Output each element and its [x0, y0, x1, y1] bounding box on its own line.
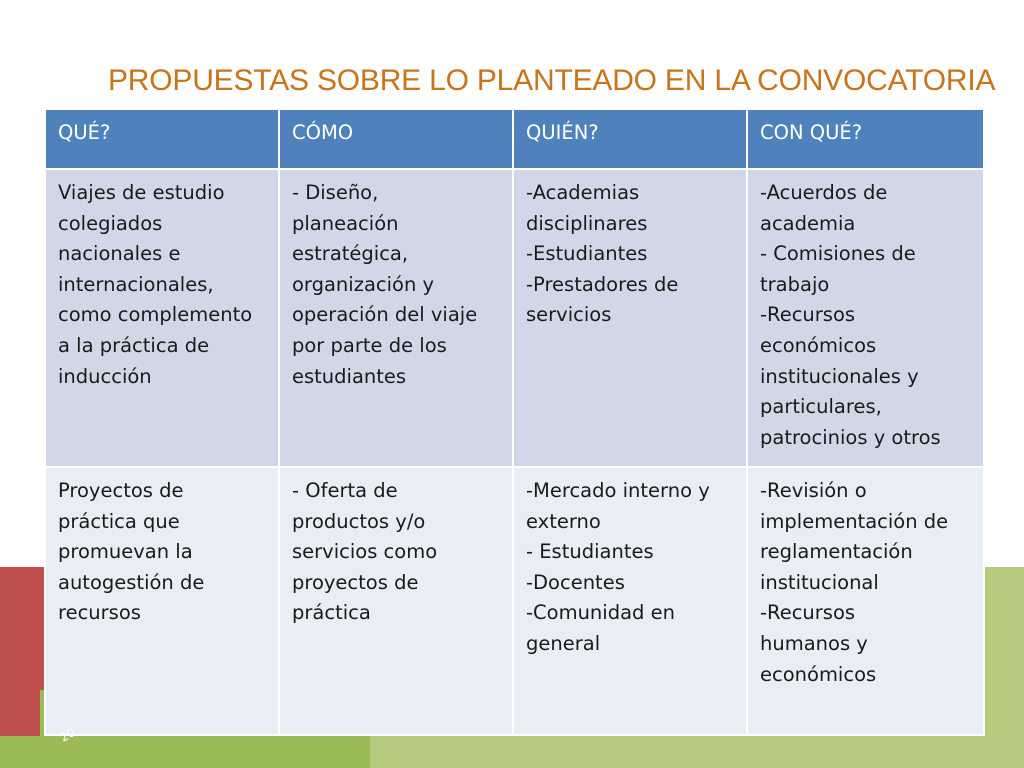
cell-line: -Comunidad en: [526, 601, 675, 625]
cell-line: planeación: [292, 211, 399, 235]
header-como: CÓMO: [279, 109, 513, 169]
cell-line: proyectos de: [292, 570, 419, 594]
cell-line: servicios como: [292, 540, 438, 564]
cell-line: implementación de: [760, 509, 949, 533]
cell-line: institucional: [760, 570, 879, 594]
table-cell: [747, 169, 984, 467]
header-quien: QUIÉN?: [513, 109, 747, 169]
cell-line: - Diseño,: [292, 181, 379, 204]
cell-line: -Acuerdos de: [760, 181, 888, 204]
cell-line: estudiantes: [292, 364, 407, 388]
cell-line: económicos: [760, 662, 877, 686]
header-que: QUÉ?: [45, 109, 279, 169]
cell-line: disciplinares: [526, 211, 648, 235]
cell-line: trabajo: [760, 272, 830, 296]
table-row: [45, 467, 984, 735]
cell-line: por parte de los: [292, 333, 447, 357]
cell-line: patrocinios y otros: [760, 425, 941, 449]
cell-line: productos y/o: [292, 509, 426, 533]
cell-line: -Academias: [526, 181, 640, 204]
deco-light-green-block: [370, 736, 1024, 768]
cell-line: humanos y: [760, 631, 868, 655]
cell-line: -Revisión o: [760, 479, 867, 502]
table-cell: [45, 169, 279, 467]
header-con-que: CON QUÉ?: [747, 109, 984, 169]
slide-title: PROPUESTAS SOBRE LO PLANTEADO EN LA CONVOCATORIA: [108, 64, 996, 98]
proposals-table: [44, 108, 985, 736]
cell-line: internacionales,: [58, 272, 214, 296]
table-cell: [513, 467, 747, 735]
cell-line: promuevan la: [58, 540, 193, 564]
cell-line: -Mercado interno y: [526, 479, 710, 502]
cell-line: institucionales y: [760, 364, 919, 388]
table-cell: [513, 169, 747, 467]
cell-line: Viajes de estudio: [58, 181, 225, 204]
cell-line: estratégica,: [292, 242, 409, 266]
table-cell: [279, 467, 513, 735]
cell-line: -Recursos: [760, 601, 856, 625]
cell-line: organización y: [292, 272, 435, 296]
cell-line: reglamentación: [760, 540, 913, 564]
cell-line: inducción: [58, 364, 152, 388]
cell-line: servicios: [526, 303, 612, 327]
cell-line: academia: [760, 211, 856, 235]
table-cell: [747, 467, 984, 735]
cell-line: particulares,: [760, 395, 882, 419]
cell-line: operación del viaje: [292, 303, 478, 327]
deco-light-green-right: [983, 567, 1024, 768]
cell-line: económicos: [760, 333, 877, 357]
table-header-row: [45, 109, 984, 169]
cell-line: Proyectos de: [58, 479, 184, 502]
cell-line: -Prestadores de: [526, 272, 679, 296]
cell-line: - Oferta de: [292, 479, 398, 502]
cell-line: como complemento: [58, 303, 253, 327]
cell-line: externo: [526, 509, 601, 533]
cell-line: - Comisiones de: [760, 242, 916, 266]
table-cell: [45, 467, 279, 735]
table-row: [45, 169, 984, 467]
cell-line: recursos: [58, 601, 141, 625]
cell-line: práctica que: [58, 509, 180, 533]
cell-line: -Estudiantes: [526, 242, 648, 266]
cell-line: -Docentes: [526, 570, 625, 594]
cell-line: autogestión de: [58, 570, 205, 594]
deco-olive-block: [0, 736, 400, 768]
slide-number: 20: [57, 725, 78, 745]
cell-line: colegiados: [58, 211, 163, 235]
cell-line: nacionales e: [58, 242, 181, 266]
cell-line: - Estudiantes: [526, 540, 654, 564]
cell-line: práctica: [292, 601, 371, 625]
cell-line: -Recursos: [760, 303, 856, 327]
cell-line: a la práctica de: [58, 333, 210, 357]
table-cell: [279, 169, 513, 467]
cell-line: general: [526, 631, 601, 655]
